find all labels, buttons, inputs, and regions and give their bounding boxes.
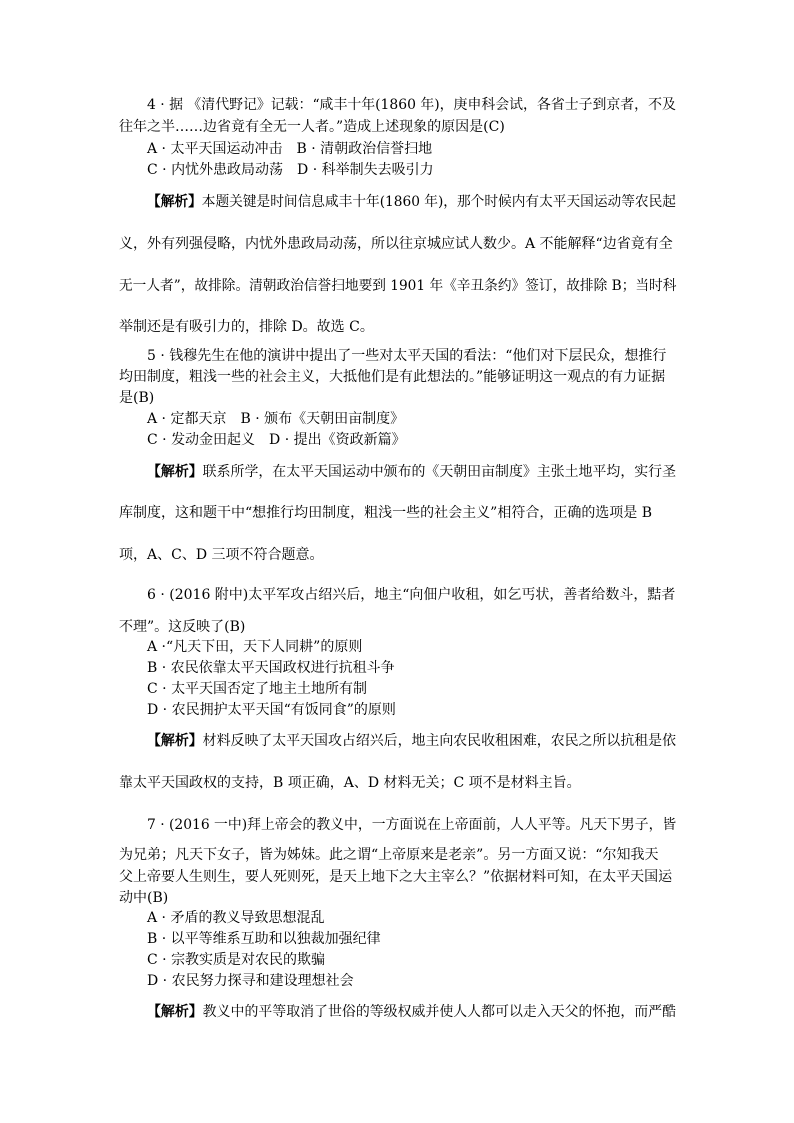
q7-stem-line-3: 父上帝要人生则生，要人死则死，是天上地下之大主宰么？”依据材料可知，在太平天国运 bbox=[119, 869, 673, 885]
q7-explanation-line-1 bbox=[147, 1002, 676, 1022]
q6-explanation-line-1 bbox=[147, 731, 676, 751]
q6-stem-line-2: 不理”。这反映了(B) bbox=[119, 619, 246, 635]
q4-explanation-line-2: 义，外有列强侵略，内忧外患政局动荡，所以往京城应试人数少。A 不能解释“边省竟有全 bbox=[119, 236, 673, 252]
q7-explanation-text-1: 教义中的平等取消了世俗的等级权威并使人人都可以走入天父的怀抱，而严酷 bbox=[202, 1004, 676, 1020]
q4-stem-line-2: 往年之半……边省竟有全无一人者。”造成上述现象的原因是(C) bbox=[119, 119, 505, 135]
q7-stem-line-1: 7 · (2016 一中)拜上帝会的教义中，一方面说在上帝面前，人人平等。凡天下男子，皆 bbox=[147, 817, 677, 833]
q4-options-line-2: C · 内忧外患政局动荡 D · 科举制失去吸引力 bbox=[147, 162, 434, 178]
q6-stem-line-1: 6 · (2016 附中)太平军攻占绍兴后，地主“向佃户收租，如乞丐状，善者给数斗，黠者 bbox=[147, 587, 676, 603]
q4-stem-line-1: 4 · 据 《清代野记》记载：“咸丰十年(1860 年)，庚申科会试，各省士子到京者，不及 bbox=[147, 97, 676, 113]
q7-stem-line-4: 动中(B) bbox=[119, 890, 169, 906]
q6-option-a: A ·“凡天下田，天下人同耕”的原则 bbox=[147, 639, 363, 655]
q7-explanation-tag: 【解析】 bbox=[147, 1004, 203, 1020]
q4-explanation-text-1: 本题关键是时间信息咸丰十年(1860 年)，那个时候内有太平天国运动等农民起 bbox=[201, 194, 677, 210]
q5-explanation-line-2: 库制度，这和题干中“想推行均田制度，粗浅一些的社会主义”相符合，正确的选项是 B bbox=[119, 505, 653, 521]
q5-stem-line-3: 是(B) bbox=[119, 390, 155, 406]
q6-option-b: B · 农民依靠太平天国政权进行抗租斗争 bbox=[147, 660, 395, 676]
q4-explanation-line-1 bbox=[147, 192, 676, 212]
q7-option-c: C · 宗教实质是对农民的欺骗 bbox=[147, 952, 326, 968]
q5-stem-line-1: 5 · 钱穆先生在他的演讲中提出了一些对太平天国的看法：“他们对下层民众，想推行 bbox=[147, 348, 667, 364]
q4-explanation-line-3: 无一人者”，故排除。清朝政治信誉扫地要到 1901 年《辛丑条约》签订，故排除 B；当时科 bbox=[119, 278, 677, 294]
q6-option-c: C · 太平天国否定了地主土地所有制 bbox=[147, 681, 368, 697]
q4-explanation-tag: 【解析】 bbox=[147, 194, 202, 210]
q6-explanation-text-1: 材料反映了太平天国攻占绍兴后，地主向农民收租困难，农民之所以抗租是依 bbox=[202, 733, 676, 749]
q5-explanation-tag: 【解析】 bbox=[147, 464, 203, 480]
q7-option-b: B · 以平等维系互助和以独裁加强纪律 bbox=[147, 931, 381, 947]
q6-option-d: D · 农民拥护太平天国“有饭同食”的原则 bbox=[147, 702, 396, 718]
q7-option-a: A · 矛盾的教义导致思想混乱 bbox=[147, 910, 325, 926]
q6-explanation-line-2: 靠太平天国政权的支持，B 项正确，A、D 材料无关；C 项不是材料主旨。 bbox=[119, 775, 581, 791]
q7-stem-line-2: 为兄弟；凡天下女子，皆为姊妹。此之谓“上帝原来是老亲”。另一方面又说：“尔知我天 bbox=[119, 847, 659, 863]
q5-options-line-2: C · 发动金田起义 D · 提出《资政新篇》 bbox=[147, 432, 406, 448]
q5-explanation-line-1 bbox=[147, 462, 676, 482]
q5-explanation-text-1: 联系所学，在太平天国运动中颁布的《天朝田亩制度》主张土地平均，实行圣 bbox=[202, 464, 676, 480]
q4-explanation-line-4: 举制还是有吸引力的，排除 D。故选 C。 bbox=[119, 319, 374, 335]
q5-stem-line-2: 均田制度，粗浅一些的社会主义，大抵他们是有此想法的。”能够证明这一观点的有力证据 bbox=[119, 369, 666, 385]
q6-explanation-tag: 【解析】 bbox=[147, 733, 203, 749]
q4-options-line-1: A · 太平天国运动冲击 B · 清朝政治信誉扫地 bbox=[147, 141, 433, 157]
q5-options-line-1: A · 定都天京 B · 颁布《天朝田亩制度》 bbox=[147, 411, 405, 427]
q7-option-d: D · 农民努力探寻和建设理想社会 bbox=[147, 973, 354, 989]
q5-explanation-line-3: 项，A、C、D 三项不符合题意。 bbox=[119, 547, 324, 563]
